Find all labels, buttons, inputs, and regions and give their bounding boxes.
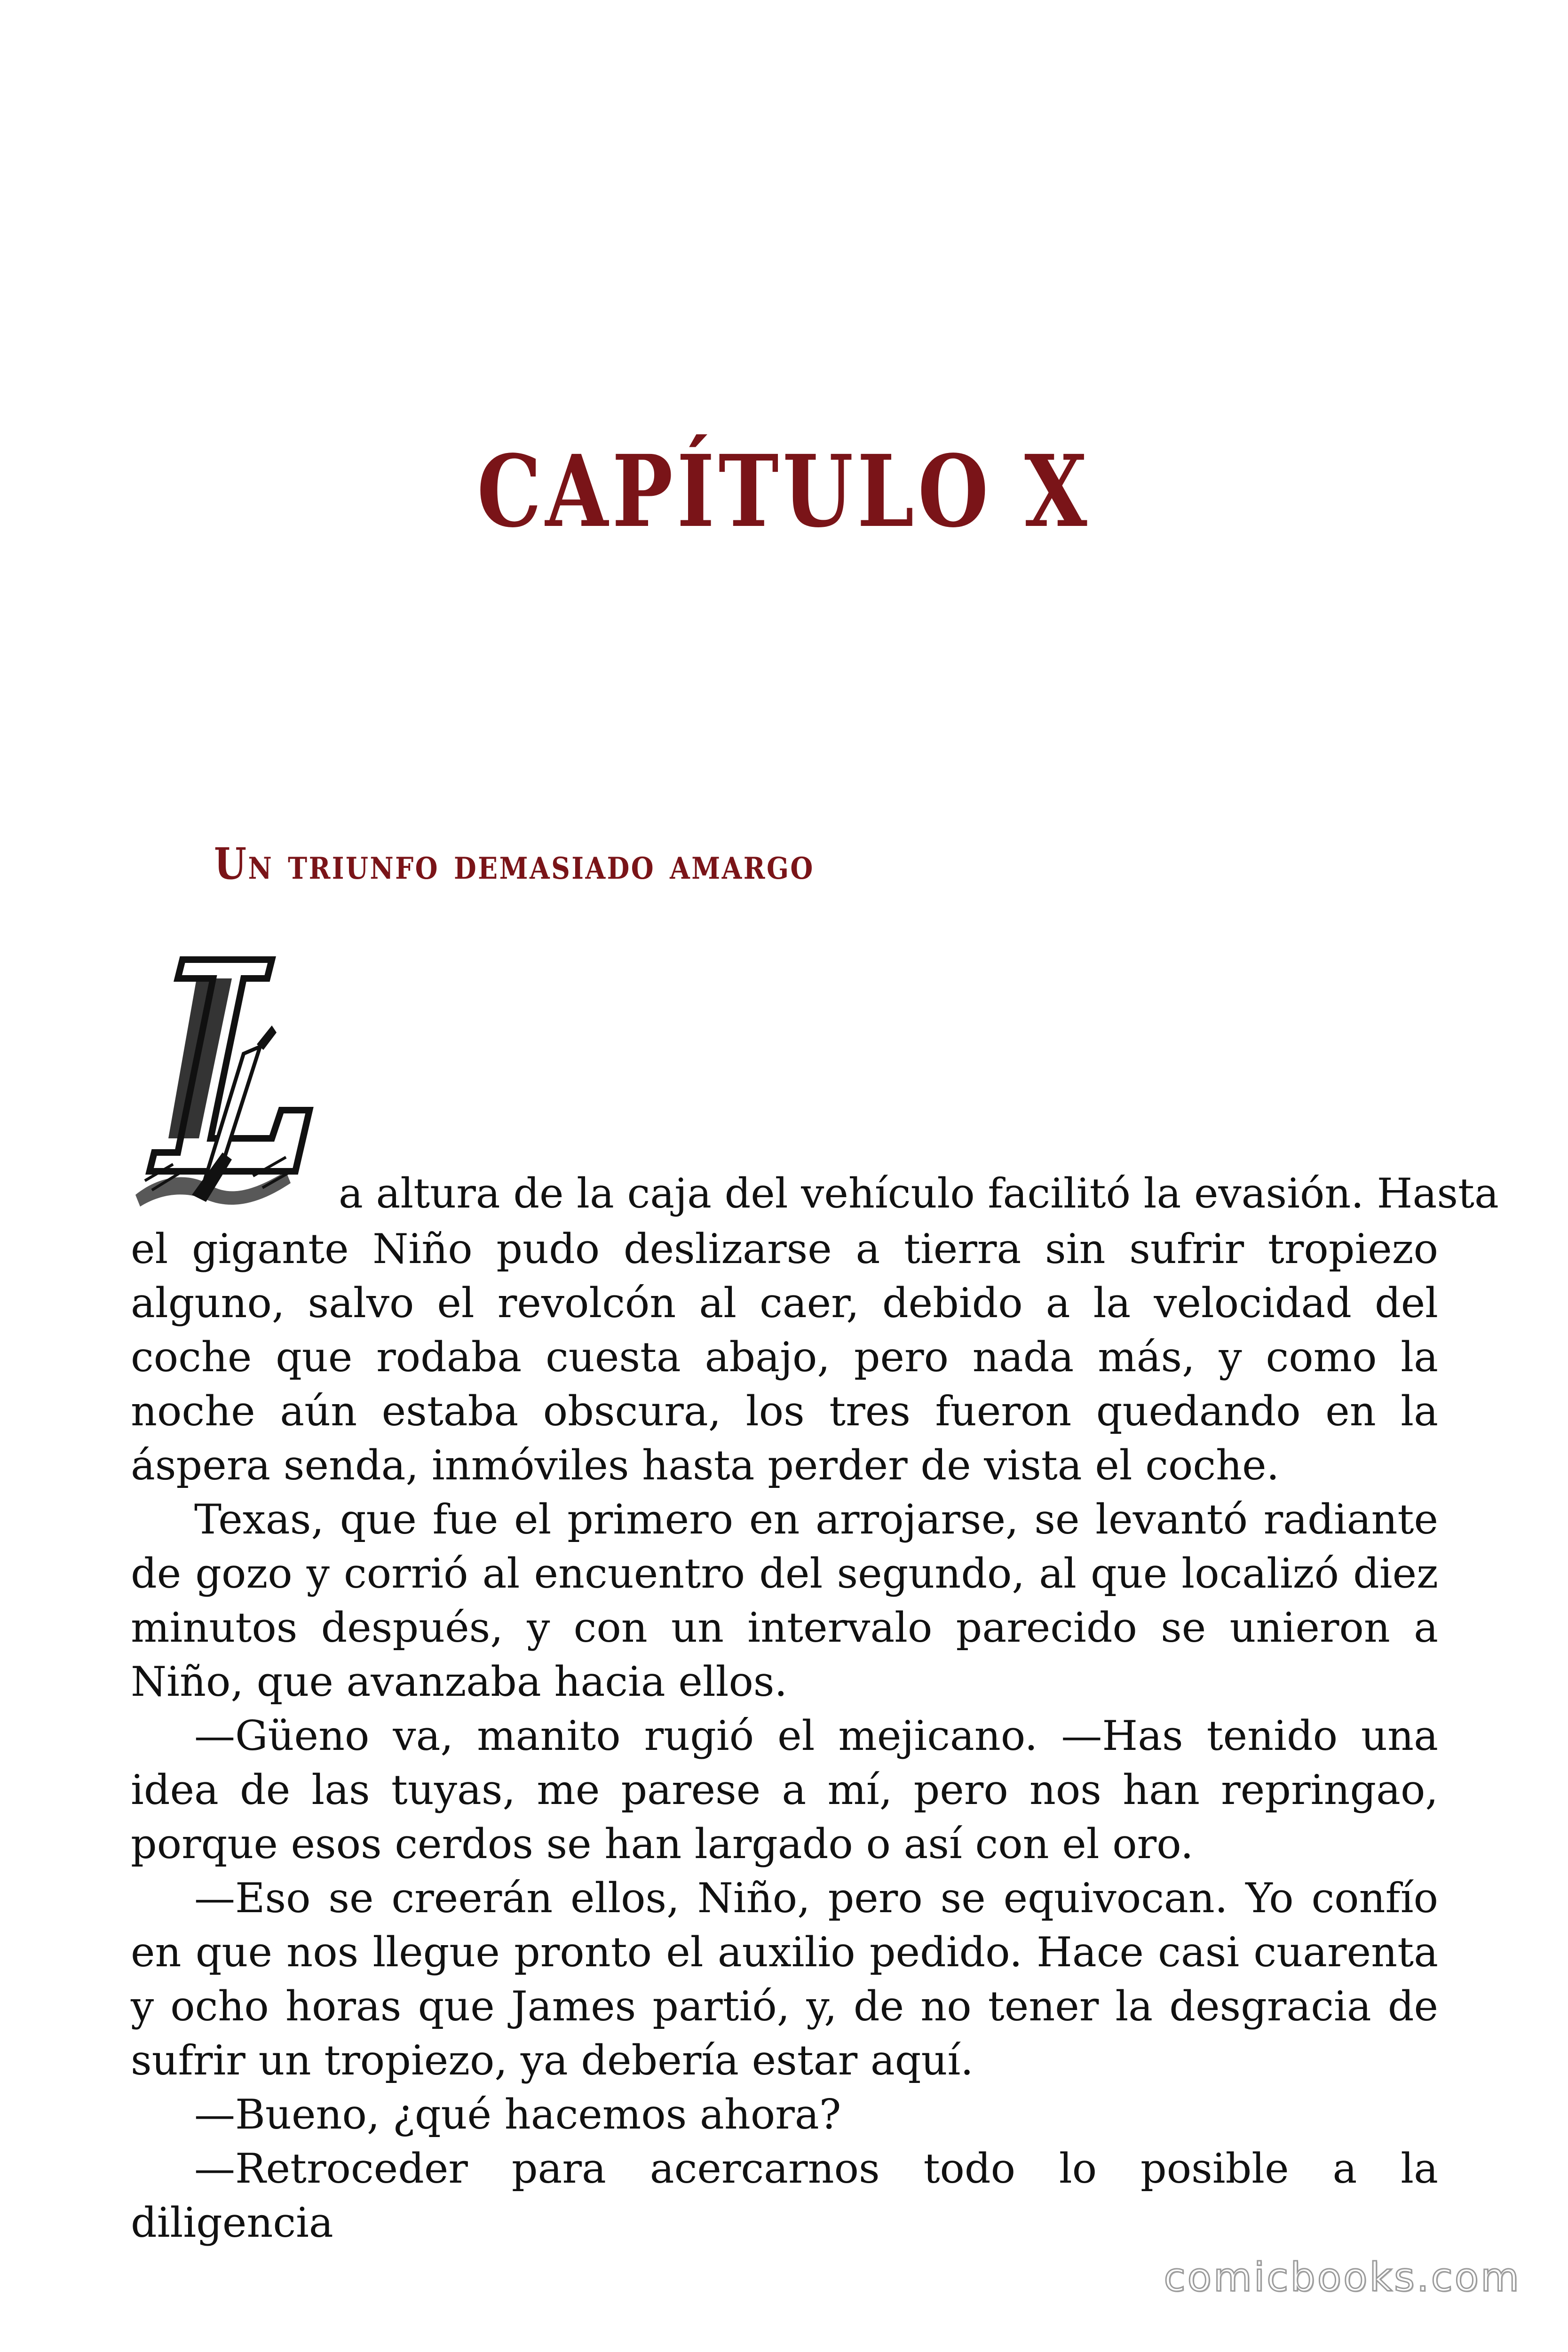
rifle-illustrated-drop-cap-icon	[131, 950, 333, 1214]
paragraph: —Güeno va, manito rugió el mejicano. —Has tenido una idea de las tuyas, me parese a mí, pero nos han repringao, porque esos cerdos se han largado o así con el oro.	[131, 1712, 1438, 1868]
drop-cap	[131, 950, 333, 1214]
paragraph: —Retroceder para acercarnos todo lo posible a la diligencia	[131, 2145, 1438, 2247]
body-first-line: a altura de la caja del vehículo facilitó la evasión. Hasta	[339, 1169, 1499, 1217]
body-text	[131, 1222, 1438, 2250]
paragraph: el gigante Niño pudo deslizarse a tierra sin sufrir tropiezo alguno, salvo el revolcón al caer, debido a la velocidad del coche que rodaba cuesta abajo, pero nada más, y como la noche aún estaba obscura, los tres fueron quedando en la áspera senda, inmóviles hasta perder de vista el coche.	[131, 1225, 1438, 1489]
chapter-subtitle: Un triunfo demasiado amargo	[214, 838, 815, 889]
chapter-title: CAPÍTULO X	[477, 433, 1091, 549]
paragraph: —Bueno, ¿qué hacemos ahora?	[194, 2090, 841, 2138]
paragraph: Texas, que fue el primero en arrojarse, se levantó radiante de gozo y corrió al encuentro del segundo, al que localizó diez minutos después, y con un intervalo parecido se unieron a Niño, que avanzaba hacia ellos.	[131, 1495, 1438, 1706]
paragraph: —Eso se creerán ellos, Niño, pero se equivocan. Yo confío en que nos llegue pronto el auxilio pedido. Hace casi cuarenta y ocho horas que James partió, y, de no tener la desgracia de sufrir un tropiezo, ya debería estar aquí.	[131, 1874, 1438, 2084]
watermark: comicbooks.com	[1164, 2254, 1521, 2300]
